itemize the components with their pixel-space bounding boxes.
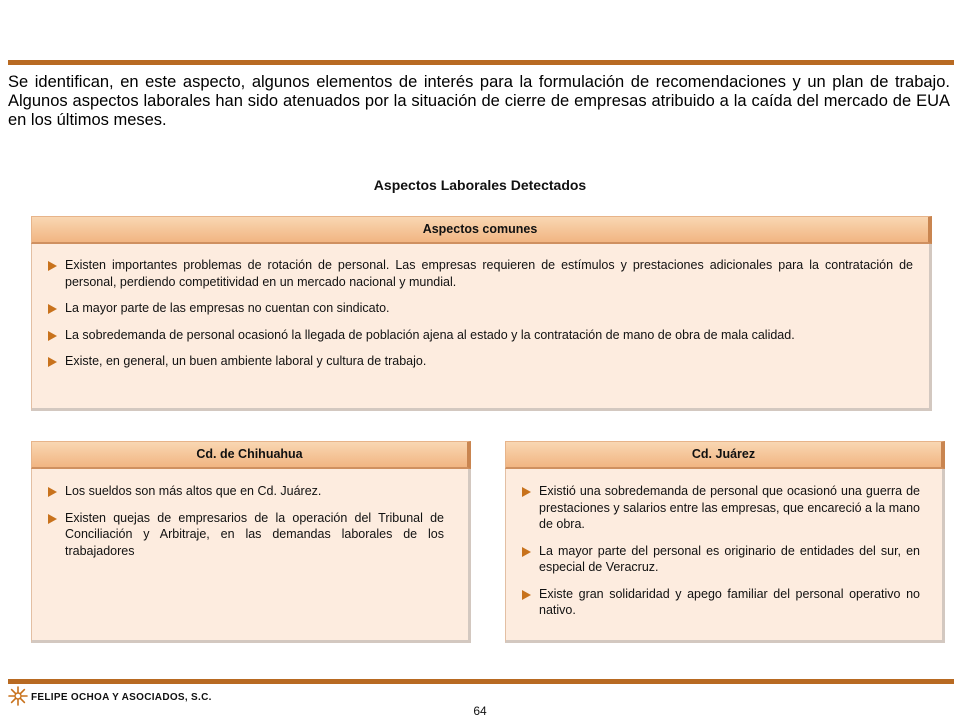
bottom-rule — [8, 679, 954, 684]
list-item-text: Existió una sobredemanda de personal que ocasionó una guerra de prestaciones y salarios entre las empresas, que encareció a la mano de obra. — [539, 484, 920, 531]
panel-header-common: Aspectos comunes — [31, 216, 932, 244]
list-item — [522, 586, 920, 619]
panel-body-juarez — [505, 469, 945, 643]
list-item-text: Existen importantes problemas de rotación de personal. Las empresas requieren de estímulos y prestaciones adicionales para la contratación de personal, perdiendo competitividad en un mercado nacional y mundial. — [65, 258, 913, 289]
list-item — [48, 510, 444, 560]
list-item — [48, 300, 913, 317]
panel-common-aspects — [31, 216, 932, 411]
panel-header-chihuahua: Cd. de Chihuahua — [31, 441, 471, 469]
list-item-text: Existe, en general, un buen ambiente laboral y cultura de trabajo. — [65, 354, 427, 368]
intro-paragraph: Se identifican, en este aspecto, algunos elementos de interés para la formulación de recomendaciones y un plan de trabajo. Algunos aspectos laborales han sido atenuados por la situación de cierre de empresas atribuido a la caída del mercado de EUA en los últimos meses. — [8, 73, 950, 129]
panel-body-chihuahua — [31, 469, 471, 643]
list-item-text: Existe gran solidaridad y apego familiar del personal operativo no nativo. — [539, 586, 920, 617]
top-rule — [8, 60, 954, 65]
list-item — [522, 543, 920, 576]
arrow-bullet-icon — [522, 547, 531, 557]
arrow-bullet-icon — [48, 487, 57, 497]
arrow-bullet-icon — [48, 331, 57, 341]
panel-juarez — [505, 441, 945, 643]
arrow-bullet-icon — [48, 357, 57, 367]
arrow-bullet-icon — [522, 590, 531, 600]
panel-body-common — [31, 244, 932, 411]
list-item-text: La mayor parte del personal es originario de entidades del sur, en especial de Veracruz. — [539, 543, 920, 574]
list-item — [48, 353, 913, 370]
bullet-list-common — [48, 257, 913, 370]
arrow-bullet-icon — [522, 487, 531, 497]
list-item — [48, 327, 913, 344]
list-item — [48, 257, 913, 290]
bullet-list-juarez — [522, 483, 920, 619]
list-item — [522, 483, 920, 533]
list-item-text: Los sueldos son más altos que en Cd. Juárez. — [65, 484, 322, 498]
bullet-list-chihuahua — [48, 483, 444, 559]
list-item — [48, 483, 444, 500]
list-item-text: La sobredemanda de personal ocasionó la llegada de población ajena al estado y la contratación de mano de obra de mala calidad. — [65, 327, 795, 342]
page-number: 64 — [473, 704, 487, 718]
panel-chihuahua — [31, 441, 471, 643]
arrow-bullet-icon — [48, 514, 57, 524]
arrow-bullet-icon — [48, 261, 57, 271]
panel-header-juarez: Cd. Juárez — [505, 441, 945, 469]
sunburst-logo-icon — [8, 686, 28, 706]
list-item-text: La mayor parte de las empresas no cuentan con sindicato. — [65, 301, 390, 315]
list-item-text: Existen quejas de empresarios de la operación del Tribunal de Conciliación y Arbitraje, en las demandas laborales de los trabajadores — [65, 510, 444, 558]
arrow-bullet-icon — [48, 304, 57, 314]
company-name: FELIPE OCHOA Y ASOCIADOS, S.C. — [31, 692, 212, 703]
section-title: Aspectos Laborales Detectados — [373, 177, 587, 193]
